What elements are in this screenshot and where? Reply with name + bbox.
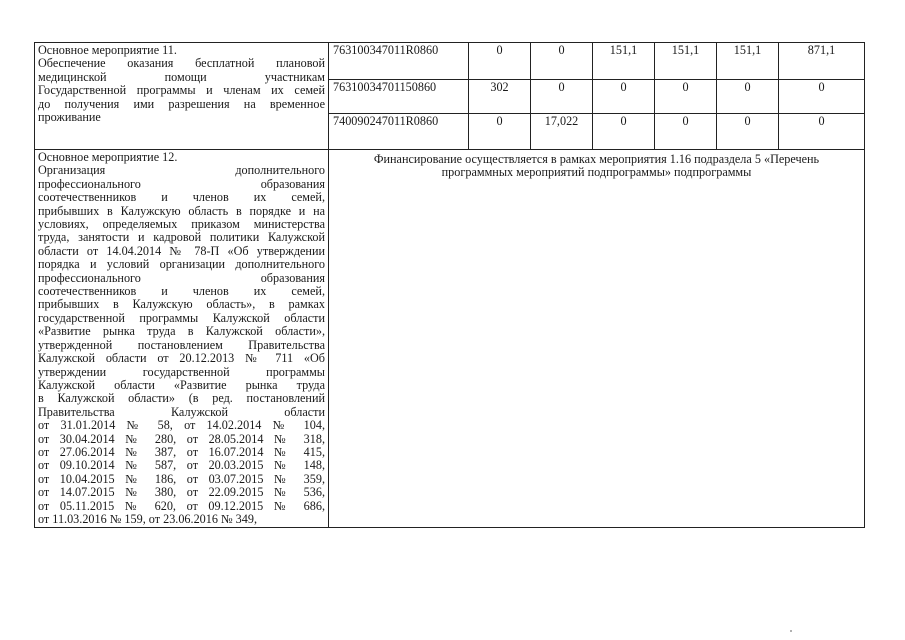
value-cell: 0 [593,114,655,150]
table-row [35,43,865,80]
scan-speck [790,630,792,632]
value-cell: 302 [469,80,531,114]
value-cell: 871,1 [779,43,865,80]
activity-11-description: Основное мероприятие 11. Обеспечение оказания бесплатной плановой медицинской помощи участникам Государственной программы и членам их семей до получения ими разрешения на временное проживание [35,43,329,150]
value-cell: 0 [469,114,531,150]
value-cell: 0 [531,80,593,114]
budget-code: 76310034701150860 [329,80,469,114]
budget-code: 763100347011R0860 [329,43,469,80]
budget-table [34,42,865,528]
value-cell: 151,1 [717,43,779,80]
value-cell: 151,1 [593,43,655,80]
value-cell: 0 [655,80,717,114]
value-cell: 17,022 [531,114,593,150]
financing-note: Финансирование осуществляется в рамках мероприятия 1.16 подраздела 5 «Перечень программных мероприятий подпрограммы» подпрограммы [329,150,865,528]
value-cell: 0 [655,114,717,150]
table-row [35,150,865,528]
value-cell: 0 [593,80,655,114]
value-cell: 0 [717,114,779,150]
activity-12-description: Основное мероприятие 12. Организация дополнительного профессионального образования соотечественников и членов их семей, прибывших в Калужскую область в порядке и на условиях, определяемых приказом министерства труда, занятости и кадровой политики Калужской области от 14.04.2014 № 78-П «Об утверждении порядка и условий организации дополнительного профессионального образования соотечественников и членов их семей, прибывших в Калужскую область», в рамках государственной программы Калужской области «Развитие рынка труда в Калужской области», утвержденной постановлением Правительства Калужской области от 20.12.2013 № 711 «Об утверждении государственной программы Калужской области «Развитие рынка труда в Калужской области» (в ред. постановлений Правительства Калужской области от 31.01.2014 № 58, от 14.02.2014 № 104, от 30.04.2014 № 280, от 28.05.2014 № 318, от 27.06.2014 № 387, от 16.07.2014 № 415, от 09.10.2014 № 587, от 20.03.2015 № 148, от 10.04.2015 № 186, от 03.07.2015 № 359, от 14.07.2015 № 380, от 22.09.2015 № 536, от 05.11.2015 № 620, от 09.12.2015 № 686, от 11.03.2016 № 159, от 23.06.2016 № 349, [35,150,329,528]
activity-11-title: Основное мероприятие 11. [38,43,177,57]
activity-12-title: Основное мероприятие 12. [38,150,178,164]
value-cell: 151,1 [655,43,717,80]
value-cell: 0 [717,80,779,114]
value-cell: 0 [469,43,531,80]
value-cell: 0 [779,114,865,150]
budget-code: 740090247011R0860 [329,114,469,150]
value-cell: 0 [531,43,593,80]
value-cell: 0 [779,80,865,114]
